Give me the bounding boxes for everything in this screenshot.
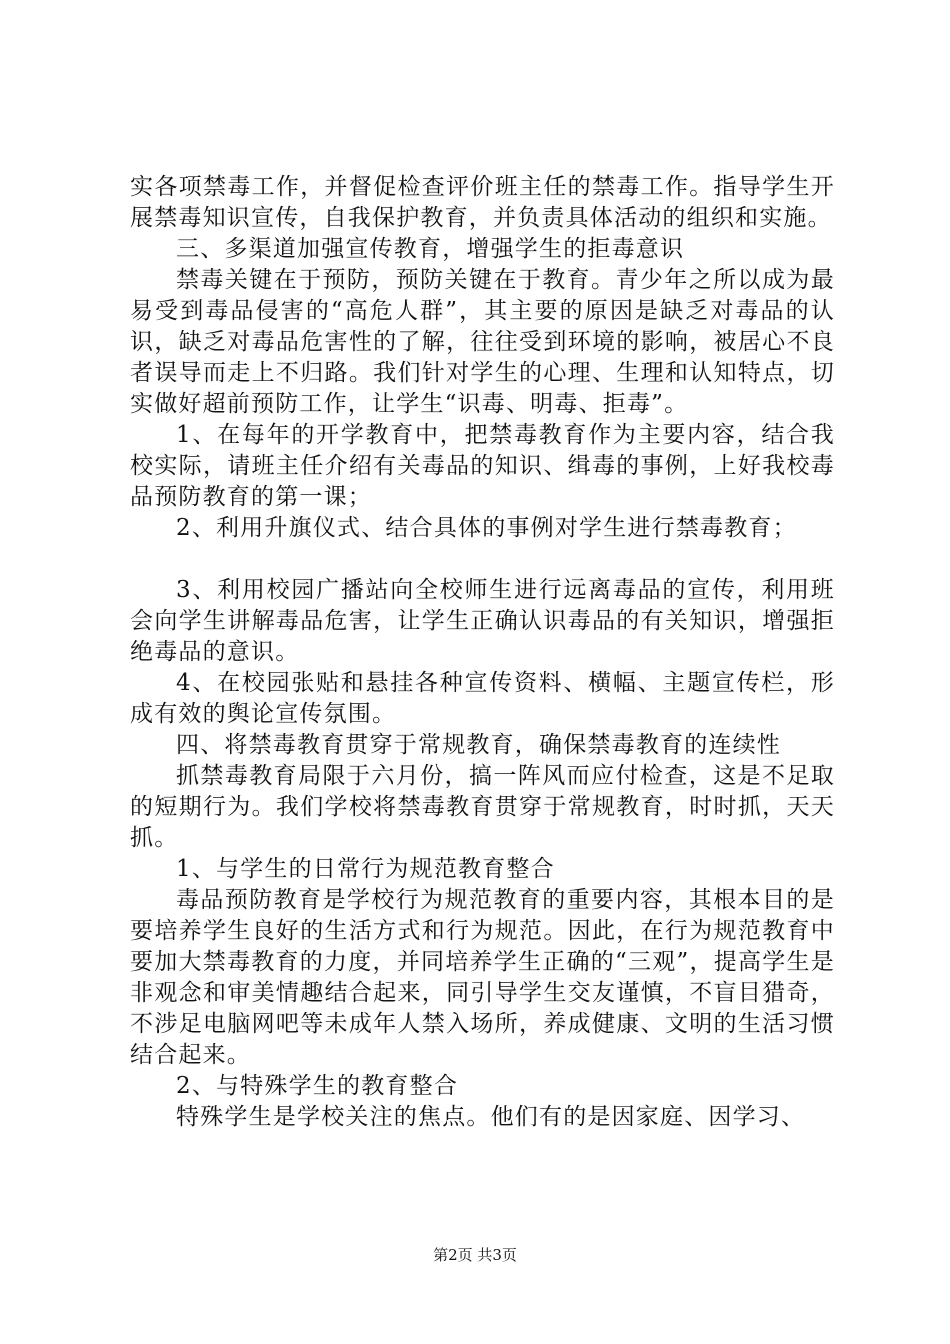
paragraph-behavior: 毒品预防教育是学校行为规范教育的重要内容，其根本目的是要培养学生良好的生活方式和行为规范。因此，在行为规范教育中要加大禁毒教育的力度，并同培养学生正确的“三观”，提高学生是非观念和审美情趣结合起来，同引导学生交友谨慎，不盲目猎奇，不涉足电脑网吧等未成年人禁入场所，养成健康、文明的生活习惯结合起来。: [130, 887, 835, 1068]
list-item-2: 2、利用升旗仪式、结合具体的事例对学生进行禁毒教育；: [176, 515, 797, 541]
subheading-2: 2、与特殊学生的教育整合: [176, 1073, 459, 1099]
list-item-1: 1、在每年的开学教育中，把禁毒教育作为主要内容，结合我校实际，请班主任介绍有关毒品的知识、缉毒的事例，上好我校毒品预防教育的第一课；: [130, 422, 835, 510]
section-heading-3: 三、多渠道加强宣传教育，增强学生的拒毒意识: [176, 236, 685, 262]
section-heading-4: 四、将禁毒教育贯穿于常规教育，确保禁毒教育的连续性: [176, 732, 781, 758]
paragraph-prevention: 禁毒关键在于预防，预防关键在于教育。青少年之所以成为最易受到毒品侵害的“高危人群”，其主要的原因是缺乏对毒品的认识，缺乏对毒品危害性的了解，往往受到环境的影响，被居心不良者误导而走上不归路。我们针对学生的心理、生理和认知特点，切实做好超前预防工作，让学生“识毒、明毒、拒毒”。: [130, 267, 835, 417]
paragraph-special-students: 特殊学生是学校关注的焦点。他们有的是因家庭、因学习、: [176, 1104, 806, 1130]
list-item-3: 3、利用校园广播站向全校师生进行远离毒品的宣传，利用班会向学生讲解毒品危害，让学生正确认识毒品的有关知识，增强拒绝毒品的意识。: [130, 577, 835, 665]
document-body: [130, 172, 835, 1133]
list-item-4: 4、在校园张贴和悬挂各种宣传资料、横幅、主题宣传栏，形成有效的舆论宣传氛围。: [130, 670, 835, 727]
subheading-1: 1、与学生的日常行为规范教育整合: [176, 856, 555, 882]
paragraph-routine: 抓禁毒教育局限于六月份，搞一阵风而应付检查，这是不足取的短期行为。我们学校将禁毒教育贯穿于常规教育，时时抓，天天抓。: [130, 763, 835, 851]
paragraph-continuation: 实各项禁毒工作，并督促检查评价班主任的禁毒工作。指导学生开展禁毒知识宣传，自我保护教育，并负责具体活动的组织和实施。: [130, 174, 835, 231]
page-number-footer: 第2页 共3页: [433, 1246, 517, 1264]
